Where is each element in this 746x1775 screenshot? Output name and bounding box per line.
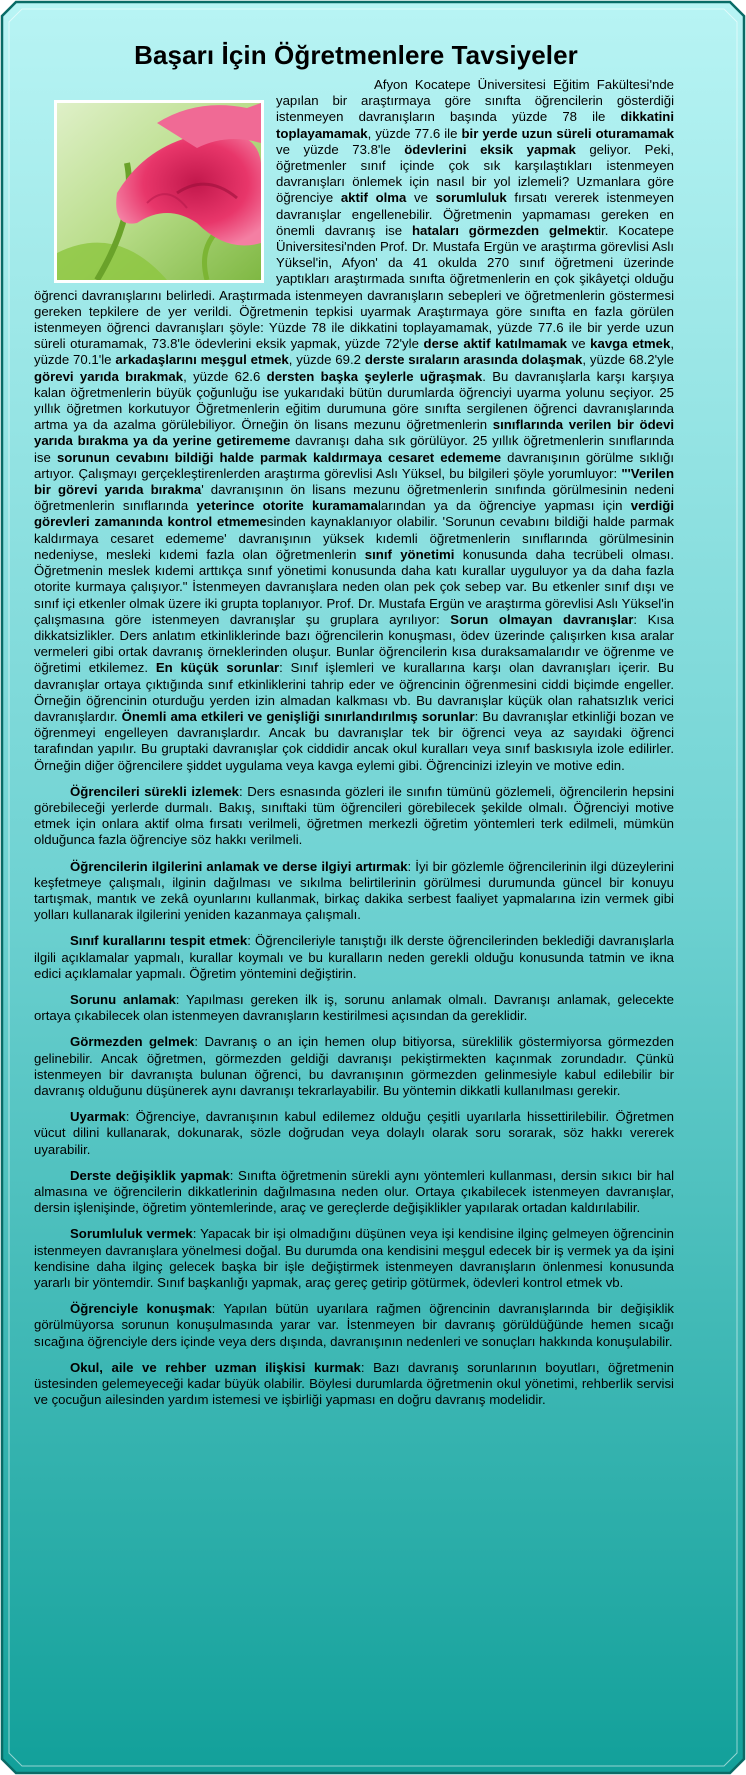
text-run: , yüzde 70.1'le	[34, 336, 674, 368]
text-run: Afyon Kocatepe Üniversitesi Eğitim Fakültesi'nde yapılan bir araştırmaya göre sınıfta öğrencilerin gösterdiği istenmeyen davranışların başında yüzde 78 ile	[276, 77, 674, 125]
text-run: , yüzde 77.6 ile	[367, 125, 462, 141]
text-run: , yüzde 68.2'yle	[582, 352, 674, 368]
bold-phrase: sınıflarında verilen bir ödevi yarıda bırakma ya da yerine getirememe	[34, 417, 675, 449]
bold-phrase: Uyarmak	[70, 1109, 126, 1125]
bold-phrase: ödevlerini eksik yapmak	[404, 141, 576, 157]
bold-phrase: dersten başka şeylerle uğraşmak	[266, 368, 483, 384]
text-run: ve yüzde 73.8'le	[276, 141, 405, 157]
text-run: : Sınıf işlemleri ve kurallarına karşı olan davranışları içerir. Bu davranışlar ortaya çıktığında sınıf etkinliklerini tahrip eder ve öğrencinin öğrenmesini ciddi biçimde engeller. Örneğin öğrencinin oturduğu yerden izin almadan kalkması vb. Bu davranışlar küçük olan rahatsızlık verici davranışlardır.	[34, 660, 674, 724]
bold-phrase: Okul, aile ve rehber uzman ilişkisi kurmak	[70, 1359, 361, 1375]
text-run: . Bu davranışlarla karşı karşıya kalan öğretmenlerin büyük çoğunluğu ise yukarıdaki bütün durumlarda öğrenciyi uyarma yolunu seçiyor. 25 yıllık öğretmen korkutuyor Öğretmenlerin eğitim durumuna göre sınıfta sergilenen öğrenci davranışlarında artma ya da azalma görülebiliyor. Örneğin ön lisans mezunu öğretmenlerin	[34, 368, 675, 433]
text-run: : Yapılması gereken ilk iş, sorunu anlamak olmalı. Davranışı anlamak, gelecekte ortaya çıkabilecek olan istenmeyen davranışların kestirilmesi açısından da gereklidir.	[34, 991, 674, 1024]
bold-phrase: kavga etmek	[590, 336, 671, 352]
bold-phrase: Önemli ama etkileri ve genişliği sınırlandırılmış sorunlar	[121, 708, 475, 724]
text-run: : Bazı davranış sorunlarının boyutları, öğretmenin üstesinden gelemeyeceği kadar büyük olabilir. Böylesi durumlarda öğretmenin okul yönetimi, rehberlik servisi ve çocuğun ailesinden yardım istemesi ve işbirliği yapması en doğru davranış modelidir.	[34, 1359, 675, 1408]
text-run: : İyi bir gözlemle öğrencilerinin ilgi düzeylerini keşfetmeye çalışmalı, ilginin dağılması ve sıkılma belirtilerinin görülmesi durumunda güncel bir konuyu tartışmak, mantık ve zekâ oyunlarını kullanmak, birkaç dakika serbest faaliyet yapmalarına izin vermek gibi yolları kullanarak ilgilerini yeniden kazanmaya çalışmalı.	[34, 858, 674, 923]
tips-list	[34, 784, 674, 1409]
text-run: ve	[566, 336, 591, 352]
text-run: : Davranış o an için hemen olup bitiyorsa, süreklilik göstermiyorsa görmezden gelinebilir. Ancak öğretmen, görmezden geldiği davranışı pekiştirmekten kaçınmak zorundadır. Çünkü istenmeyen bir davranışta bulunan öğrenci, bu davranışının görmezden gelinmesiyle kabul edilebilir bir davranış olduğunu düşünerek aynı davranışı tekrarlayabilir. Bu yöntemin dikkatli kullanılması gerekir.	[34, 1034, 675, 1098]
tip-paragraph	[34, 784, 674, 849]
bold-phrase: aktif olma	[340, 190, 407, 206]
bold-phrase: bir yerde uzun süreli oturamamak	[461, 125, 674, 141]
text-run: , yüzde 69.2	[288, 352, 365, 368]
text-run: ' davranışının ön lisans mezunu öğretmenlerin sınıfında görülmesinin nedeni öğretmenlerin sınıflarında	[34, 482, 675, 514]
bold-phrase: Sınıf kurallarını tespit etmek	[70, 933, 248, 949]
article	[34, 40, 674, 1408]
tip-paragraph	[34, 1301, 674, 1350]
bold-phrase: sorunun cevabını bildiği halde parmak kaldırmaya cesaret edememe	[56, 449, 502, 465]
text-run: geliyor. Peki, öğretmenler sınıf içinde çok sık karşılaştıkları istenmeyen davranışları önlemek için nasıl bir yol izlemeli? Uzmanlara göre öğrenciye	[276, 141, 674, 206]
bold-phrase: Sorun olmayan davranışlar	[450, 611, 634, 627]
bold-phrase: dikkatini toplayamamak	[276, 109, 674, 141]
bold-phrase: Sorunu anlamak	[70, 991, 176, 1007]
text-run: fırsatı vererek istenmeyen davranışlar engellenebilir. Öğretmenin yapmaması gereken en önemli davranış ise	[276, 190, 674, 238]
tip-paragraph	[34, 1360, 674, 1409]
text-run: : Öğrencileriyle tanıştığı ilk derste öğrencilerinden beklediği davranışlarla ilgili açıklamalar yapmalı, kurallar koymalı ve bu kuralların neden gerekli olduğu konusunda tatmin ve ikna edici açıklamalar yapmalı. Öğretim yöntemini değiştirin.	[34, 933, 674, 981]
text-run: : Yapacak bir işi olmadığını düşünen veya işi kendisine ilginç gelmeyen öğrencinin istenmeyen davranışlara yönelmesi doğal. Bu durumda ona kendisini meşgul edecek bir iş vermek ya da işini kendisine daha ilginç gelecek başka bir işle değiştirmek istenmeyen davranışların önlenmesi konusunda yararlı bir yöntemdir. Sınıf başkanlığı yapmak, araç gereç getirip götürmek, ödevleri kontrol etmek vb.	[34, 1226, 674, 1291]
pink-flower-photo	[54, 100, 264, 283]
text-run: davranışı daha sık görülüyor. 25 yıllık öğretmenlerin sınıflarında ise	[34, 433, 674, 465]
tip-paragraph	[34, 1226, 674, 1291]
text-run: ve	[406, 190, 436, 206]
tip-paragraph	[34, 1109, 674, 1158]
bold-phrase: arkadaşlarını meşgul etmek	[115, 352, 289, 368]
text-run: konusunda daha tecrübeli olması. Öğretmenin meslek kıdemi arttıkça sınıf yönetimi konusunda daha katı kurallar uyguluyor ya da daha fazla otorite kurmaya çalışıyor." İstenmeyen davranışlara neden olan pek çok sebep var. Bu etkenler sınıf dışı ve sınıf içi etkenler olmak üzere iki grupta toplanıyor. Prof. Dr. Mustafa Ergün ve araştırma görevlisi Aslı Yüksel'in çalışmasına göre istenmeyen davranışlar şu gruplara ayrılıyor:	[34, 546, 674, 627]
text-run: : Kısa dikkatsizlikler. Ders anlatım etkinliklerinde bazı öğrencilerin konuşması, ödev üzerinde çalışırken kısa aralar vermeleri gibi ortak davranış örneklerinden oluşur. Bunlar öğrencilerin kısa duraksamalarıdır ve öğrenme ve öğretimi etkilemez.	[34, 611, 674, 676]
tip-paragraph	[34, 992, 674, 1024]
text-run: : Yapılan bütün uyarılara rağmen öğrencinin davranışlarında bir değişiklik görülmüyorsa sorunun konuşulmasında yarar var. İstenmeyen bir davranış görüldüğünde hemen sıcağı sıcağına öğrenciyle ders içinde veya ders dışında, davranışının nedenleri ve sonuçları hakkında konuşulabilir.	[34, 1301, 674, 1349]
bold-phrase: görevi yarıda bırakmak	[34, 368, 184, 384]
bold-phrase: Derste değişiklik yapmak	[70, 1167, 230, 1183]
text-run: tir. Kocatepe Üniversitesi'nden Prof. Dr. Mustafa Ergün ve araştırma görevlisi Aslı Yüksel'in, Afyon' da 41 okulda 270 sınıf öğretmeni üzerinde yaptıkları araştırmada sınıfta öğretmenlerin en çok şikâyetçi olduğu öğrenci davranışlarını belirledi. Araştırmada istenmeyen davranışların sebepleri ve öğretmenlerin göstermesi gereken tepkilere de yer verildi. Öğretmenin tepkisi uyarmak Araştırmaya göre sınıfta en fazla görülen istenmeyen öğrenci davranışları şöyle: Yüzde 78 ile dikkatini toplayamamak, yüzde 77.6 ile bir yerde uzun süreli oturamamak, 73.8'le ödevlerini eksik yapmak, yüzde 72'yle	[34, 222, 675, 352]
tip-paragraph	[34, 1168, 674, 1217]
tip-paragraph	[34, 1034, 674, 1099]
text-run: : Bu davranışlar etkinliği bozan ve öğrenmeyi engelleyen davranışlardır. Ancak bu davranışlar tek bir öğrenci veya az sayıdaki öğrenci tarafından yapılır. Bu gruptaki davranışlar çok ciddidir ancak okul kuralları veya sınıf baskısıyla izole edilirler. Örneğin diğer öğrencilere şiddet uygulama veya kavga eylemi gibi. Öğrencinizi izleyin ve motive edin.	[34, 708, 674, 773]
bold-phrase: sorumluluk	[435, 190, 507, 206]
tip-paragraph	[34, 859, 674, 924]
text-run: sinden kaynaklanıyor olabilir. 'Sorunun cevabını bildiği halde parmak kaldırmaya cesaret edememe' davranışının yüksek kıdemli öğretmenlerin sınıflarında görülmesinin nedeniyse, mesleki kıdemi fazla olan öğretmenlerin	[34, 514, 674, 562]
bold-phrase: En küçük sorunlar	[155, 660, 280, 676]
bold-phrase: derste sıraların arasında dolaşmak	[364, 352, 583, 368]
text-run: larından ya da öğrenciye yapması için	[377, 498, 631, 514]
bold-phrase: Sorumluluk vermek	[70, 1226, 193, 1242]
text-run: : Öğrenciye, davranışının kabul edilemez olduğu çeşitli uyarılarla hissettirilebilir. Öğretmen vücut dilini kullanarak, dokunarak, sözle doğrudan veya dolaylı olarak soru sorarak, söz hakkı vererek uyarabilir.	[34, 1109, 674, 1157]
bold-phrase: Öğrencilerin ilgilerini anlamak ve derse ilgiyi artırmak	[70, 858, 408, 874]
text-run: : Ders esnasında gözleri ile sınıfın tümünü gözlemeli, öğrencilerin hepsini görebileceği yerlerde durmalı. Bakış, sınıftaki tüm öğrencileri görebilecek şekilde olmalı. Öğrenciyi motive etmek için onlara aktif olma fırsatı verilmeli, öğretmen merkezli öğretim yöntemleri terk edilmeli, mümkün olduğunca fazla öğrenciye söz hakkı verilmeli.	[34, 783, 675, 848]
tip-paragraph	[34, 933, 674, 982]
bold-phrase: derse aktif katılmamak	[423, 336, 567, 352]
bold-phrase: sınıf yönetimi	[364, 546, 455, 562]
bold-phrase: hataları görmezden gelmek	[411, 222, 595, 238]
text-run: , yüzde 62.6	[183, 368, 267, 384]
bold-phrase: Görmezden gelmek	[70, 1034, 195, 1050]
bold-phrase: yeterince otorite kuramama	[196, 498, 378, 514]
flower-image-icon	[57, 103, 261, 280]
text-run: davranışının görülme sıklığı artıyor. Çalışmayı gerçekleştirenlerden araştırma görevlisi Aslı Yüksel, bu bilgileri şöyle yorumluyor:	[34, 449, 674, 481]
bold-phrase: "'Verilen bir görevi yarıda bırakma	[34, 465, 674, 498]
bold-phrase: Öğrenciyle konuşmak	[70, 1301, 212, 1317]
article-title: Başarı İçin Öğretmenlere Tavsiyeler	[134, 40, 578, 70]
text-run: : Sınıfta öğretmenin sürekli aynı yöntemleri kullanması, dersin sıkıcı bir hal almasına ve öğrencilerin dikkatlerinin dağılmasına neden olur. Ortaya çıkabilecek istenmeyen davranışlar, dersin işlenişinde, öğretim yöntemlerinde, araç ve gereçlerde değişiklikler yapılarak ortadan kaldırılabilir.	[34, 1167, 674, 1216]
bold-phrase: Öğrencileri sürekli izlemek	[70, 783, 239, 799]
bold-phrase: verdiği görevleri zamanında kontrol etmeme	[34, 498, 674, 530]
